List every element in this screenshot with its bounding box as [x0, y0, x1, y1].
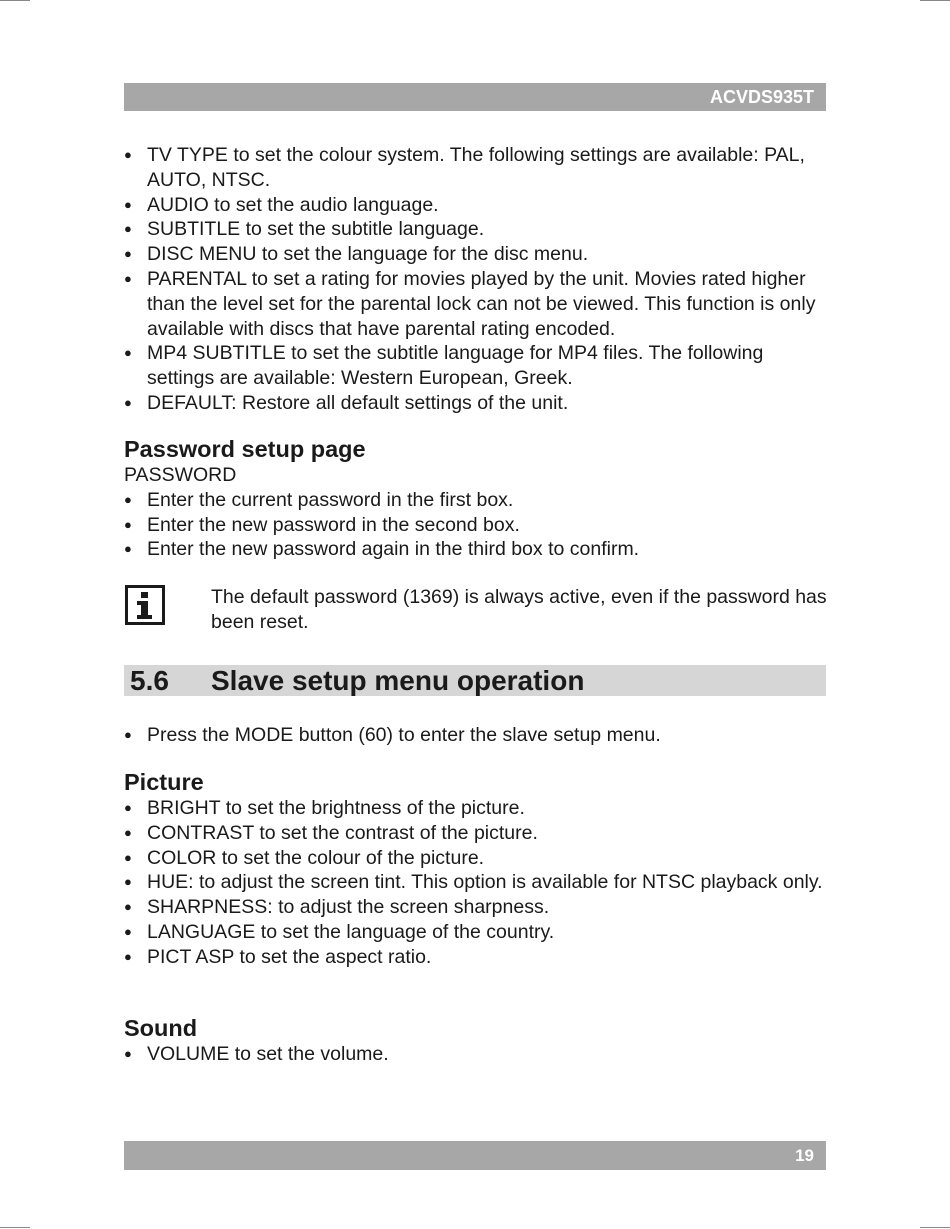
picture-settings-list [124, 796, 826, 970]
list-item: ● PARENTAL to set a rating for movies played by the unit. Movies rated higher than the level set for the parental lock can not be viewed. This function is only available with discs that have parental rating encoded. [124, 267, 826, 341]
password-section [124, 435, 826, 562]
sound-heading: Sound [124, 1015, 198, 1041]
list-item: ● PICT ASP to set the aspect ratio. [124, 945, 826, 970]
intro-list [124, 723, 826, 748]
info-icon [125, 585, 165, 625]
picture-heading: Picture [124, 769, 204, 795]
list-item: ● BRIGHT to set the brightness of the picture. [124, 796, 826, 821]
list-item: ● COLOR to set the colour of the picture. [124, 846, 826, 871]
list-item: ● DISC MENU to set the language for the disc menu. [124, 242, 826, 267]
list-item: ● Enter the new password in the second box. [124, 513, 826, 538]
header-bar [124, 83, 826, 111]
model-name: ACVDS935T [709, 87, 814, 107]
list-item: ● DEFAULT: Restore all default settings of the unit. [124, 391, 826, 416]
list-item: ● HUE: to adjust the screen tint. This option is available for NTSC playback only. [124, 870, 826, 895]
password-heading: Password setup page [124, 436, 366, 462]
crop-mark [920, 0, 950, 1]
language-settings-list [124, 143, 826, 416]
password-subheading: PASSWORD [124, 464, 237, 486]
footer-bar [124, 1141, 826, 1170]
list-item: ● VOLUME to set the volume. [124, 1042, 826, 1067]
picture-section [124, 768, 826, 970]
password-steps-list [124, 488, 826, 562]
list-item: ● LANGUAGE to set the language of the country. [124, 920, 826, 945]
list-item: ● MP4 SUBTITLE to set the subtitle language for MP4 files. The following settings are available: Western European, Greek. [124, 341, 826, 391]
crop-mark [0, 1227, 30, 1228]
list-item: ● Enter the current password in the first box. [124, 488, 826, 513]
crop-mark [0, 0, 30, 1]
list-item: ● TV TYPE to set the colour system. The following settings are available: PAL, AUTO, NTSC. [124, 143, 826, 193]
list-item: ● CONTRAST to set the contrast of the picture. [124, 821, 826, 846]
page-number: 19 [795, 1146, 814, 1165]
section-title: Slave setup menu operation [211, 665, 585, 696]
section-intro [124, 723, 826, 748]
note-text: The default password (1369) is always active, even if the password has been reset. [211, 586, 827, 633]
sound-settings-list [124, 1042, 826, 1067]
settings-list-block [124, 143, 826, 416]
crop-mark [920, 1227, 950, 1228]
list-item: ● AUDIO to set the audio language. [124, 193, 826, 218]
list-item: ● Enter the new password again in the third box to confirm. [124, 537, 826, 562]
section-heading-bar [124, 665, 826, 696]
list-item: ● SHARPNESS: to adjust the screen sharpness. [124, 895, 826, 920]
list-item: ● Press the MODE button (60) to enter the slave setup menu. [124, 723, 826, 748]
section-number: 5.6 [130, 665, 169, 696]
sound-section [124, 1014, 826, 1067]
list-item: ● SUBTITLE to set the subtitle language. [124, 217, 826, 242]
